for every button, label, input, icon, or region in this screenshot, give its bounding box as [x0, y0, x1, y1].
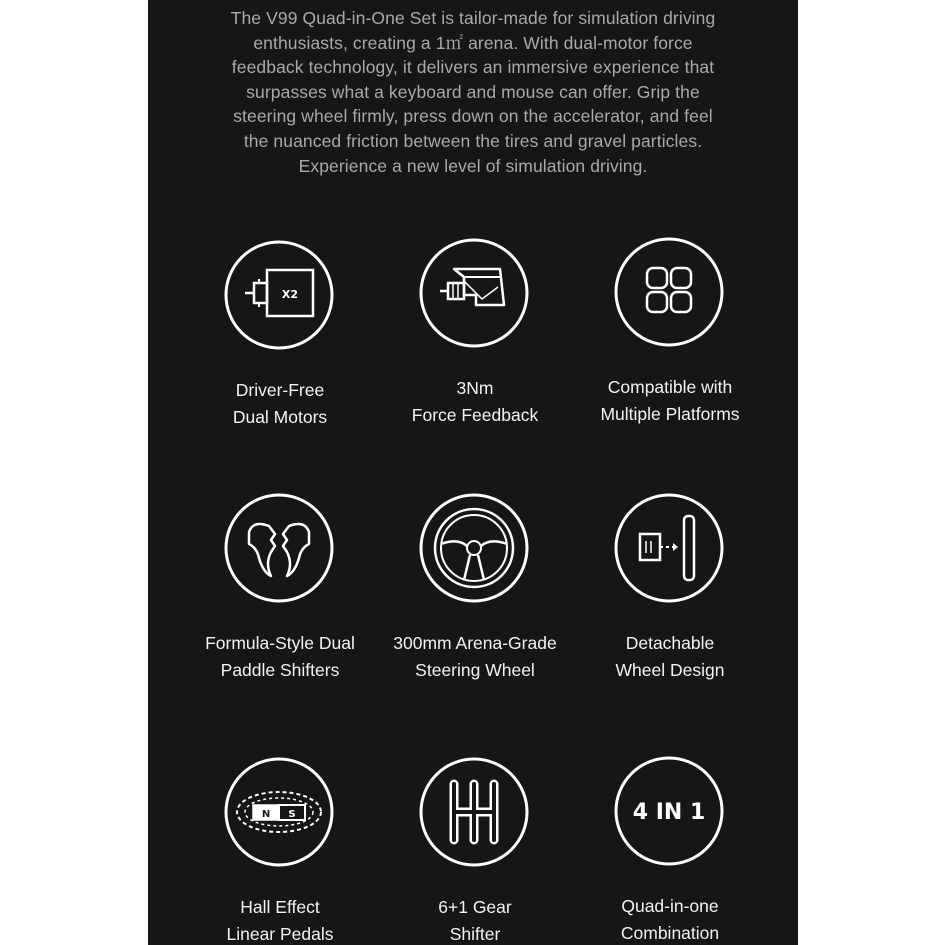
label-line: Paddle Shifters: [220, 660, 340, 680]
label-line: Combination: [620, 923, 720, 943]
label-line: Quad-in-one: [621, 896, 719, 916]
intro-line: enthusiasts, creating a 1㎡ arena. With dual-motor force: [253, 32, 693, 53]
four-in-one-icon: [613, 755, 725, 867]
intro-paragraph: [148, 6, 798, 178]
platforms-icon: [613, 236, 725, 348]
feature-label: [550, 630, 790, 684]
intro-line: feedback technology, it delivers an immersive experience that: [231, 57, 715, 78]
detachable-wheel-icon: [613, 492, 725, 604]
north-pole-text: N: [261, 809, 271, 820]
label-line: Formula-Style Dual: [205, 633, 355, 653]
label-line: 300mm Arena-Grade: [393, 633, 557, 653]
label-line: Force Feedback: [411, 405, 539, 425]
intro-line: surpasses what a keyboard and mouse can offer. Grip the: [246, 81, 700, 102]
label-line: Detachable: [625, 633, 715, 653]
dual-motor-icon: [223, 239, 335, 351]
label-line: Wheel Design: [615, 660, 725, 680]
label-line: 6+1 Gear: [438, 897, 512, 917]
gear-shifter-icon: [418, 756, 530, 868]
intro-line: steering wheel firmly, press down on the accelerator, and feel: [233, 106, 713, 127]
magnet-pedals-icon: [223, 756, 335, 868]
intro-line: The V99 Quad-in-One Set is tailor-made for simulation driving: [230, 8, 716, 28]
label-line: Driver-Free: [235, 380, 325, 400]
label-line: Compatible with: [607, 377, 733, 397]
label-line: Shifter: [449, 924, 501, 944]
motor-count-text: X2: [281, 288, 299, 301]
four-in-one-text: 4 IN 1: [632, 800, 706, 825]
steering-wheel-icon: [418, 492, 530, 604]
force-feedback-icon: [418, 237, 530, 349]
feature-panel: [148, 0, 798, 945]
intro-line: Experience a new level of simulation driving.: [298, 155, 648, 176]
south-pole-text: S: [288, 809, 296, 820]
label-line: Multiple Platforms: [600, 404, 740, 424]
label-line: Linear Pedals: [226, 924, 334, 944]
label-line: 3Nm: [456, 378, 494, 398]
feature-label: [550, 893, 790, 945]
intro-line: the nuanced friction between the tires and gravel particles.: [243, 130, 703, 151]
paddle-shifters-icon: [223, 492, 335, 604]
feature-label: [550, 374, 790, 428]
label-line: Dual Motors: [232, 407, 328, 427]
label-line: Steering Wheel: [415, 660, 535, 680]
label-line: Hall Effect: [240, 897, 320, 917]
